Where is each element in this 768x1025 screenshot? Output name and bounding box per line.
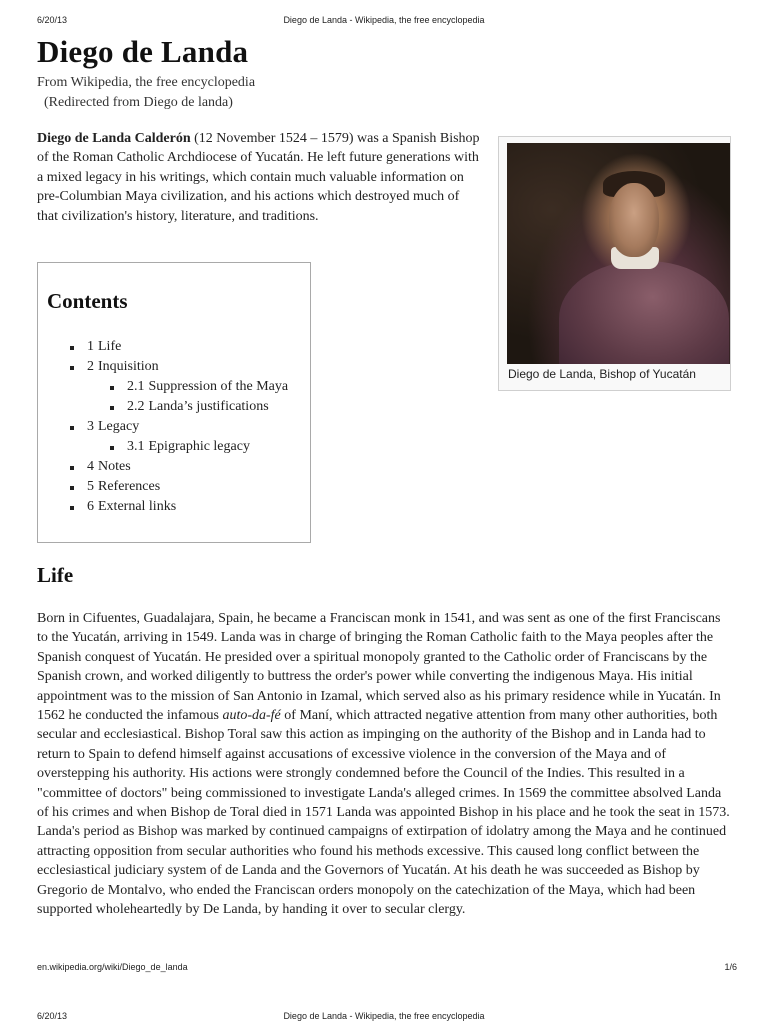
toc-item-label: Notes (98, 459, 131, 474)
toc-item-epigraphic-legacy[interactable] (127, 439, 250, 455)
toc-item-number: 2.1 (127, 379, 145, 394)
print-header-next-page (0, 1011, 768, 1025)
toc-item-notes[interactable] (87, 459, 131, 475)
toc-item-label: Inquisition (98, 359, 159, 374)
toc-item-number: 2 (87, 359, 94, 374)
site-subtitle: From Wikipedia, the free encyclopedia (37, 75, 256, 90)
toc-item-inquisition[interactable] (87, 359, 159, 375)
redirect-note: (Redirected from Diego de landa) (44, 95, 233, 110)
toc-item-number: 3.1 (127, 439, 145, 454)
toc-item-external-links[interactable] (87, 499, 176, 515)
toc-item-landas-justifications[interactable] (127, 399, 269, 415)
life-text-part-1: Born in Cifuentes, Guadalajara, Spain, he became a Franciscan monk in 1541, and was sent as one of the first Franciscans to the Yucatán, arriving in 1549. Landa was in charge of bringing the Roman Catholic faith to the Maya peoples after the Spanish conquest of Yucatán. He presided over a spiritual monopoly granted to the Catholic order of Franciscans by the Spanish crown, and worked diligently to buttress the order's power while converting the indigenous Maya. His initial appointment was to the mission of San Antonio in Izamal, which served also as his primary residence while in Yucatán. In 1562 he conducted the infamous (37, 611, 721, 724)
print-footer (0, 962, 768, 976)
section-heading-life: Life (37, 563, 74, 587)
toc-item-label: Landa’s justifications (148, 399, 269, 414)
life-paragraph (37, 609, 731, 920)
print-page-title-next: Diego de Landa - Wikipedia, the free encyclopedia (283, 1011, 485, 1021)
toc-item-label: Life (98, 339, 122, 354)
infobox (498, 136, 731, 391)
life-text-part-2: of Maní, which attracted negative attention from many other authorities, both secular and ecclesiastical. Bishop Toral saw this action as impinging on the authority of the Bishop and in Landa had to return to Spain to defend himself against accusations of excessive violence in the conversion of the Maya and of overstepping his authority. His actions were strongly condemned before the Council of the Indies. This resulted in a "committee of doctors" being commissioned to investigate Landa's alleged crimes. In 1569 the committee absolved Landa of his crimes and when Bishop de Toral died in 1571 Landa was appointed Bishop in his place and he took the seat in 1573. Landa's period as Bishop was marked by continued campaigns of extirpation of idolatry among the Maya and he continued attracting opposition from secular authorities who found his methods excessive. This caused long conflict between the ecclesiastical judiciary system of de Landa and the Governors of Yucatán. At his death he was succeeded as Bishop by Gregorio de Montalvo, who ended the Franciscan orders monopoly on the catechization of the Maya, which had been supported wholeheartedly by De Landa, by handing it over to secular clergy. (37, 708, 730, 918)
portrait-face (609, 183, 659, 257)
toc-item-label: Suppression of the Maya (148, 379, 289, 394)
toc-item-number: 3 (87, 419, 94, 434)
portrait-image[interactable] (507, 143, 730, 364)
toc-item-suppression-of-the-maya[interactable] (127, 379, 288, 395)
toc-item-number: 1 (87, 339, 94, 354)
infobox-caption: Diego de Landa, Bishop of Yucatán (508, 367, 696, 381)
print-header (0, 15, 768, 29)
toc-item-label: Epigraphic legacy (148, 439, 250, 454)
toc-item-label: Legacy (98, 419, 140, 434)
toc-item-life[interactable] (87, 339, 121, 355)
print-page-title: Diego de Landa - Wikipedia, the free encyclopedia (283, 15, 485, 25)
toc-item-legacy[interactable] (87, 419, 139, 435)
toc-item-number: 2.2 (127, 399, 145, 414)
toc-item-number: 4 (87, 459, 94, 474)
intro-paragraph (37, 129, 482, 226)
print-page-number: 1/6 (724, 962, 737, 972)
table-of-contents (37, 262, 311, 543)
toc-item-label: References (98, 479, 161, 494)
intro-subject: Diego de Landa Calderón (37, 131, 191, 146)
print-date: 6/20/13 (37, 15, 68, 25)
toc-item-references[interactable] (87, 479, 160, 495)
intro-text: (12 November 1524 – 1579) was a Spanish Bishop of the Roman Catholic Archdiocese of Yucatán. He left future generations with a mixed legacy in his writings, which contain much valuable information on pre-Columbian Maya civilization, and his actions which destroyed much of that civilization's history, literature, and traditions. (37, 131, 480, 224)
toc-item-number: 5 (87, 479, 94, 494)
life-text-italic: auto-da-fé (222, 708, 281, 724)
portrait-robe (559, 261, 729, 364)
print-date-next: 6/20/13 (37, 1011, 68, 1021)
toc-heading: Contents (47, 289, 128, 313)
toc-item-number: 6 (87, 499, 94, 514)
toc-item-label: External links (98, 499, 177, 514)
page-title: Diego de Landa (37, 34, 249, 69)
print-url: en.wikipedia.org/wiki/Diego_de_landa (37, 962, 188, 972)
